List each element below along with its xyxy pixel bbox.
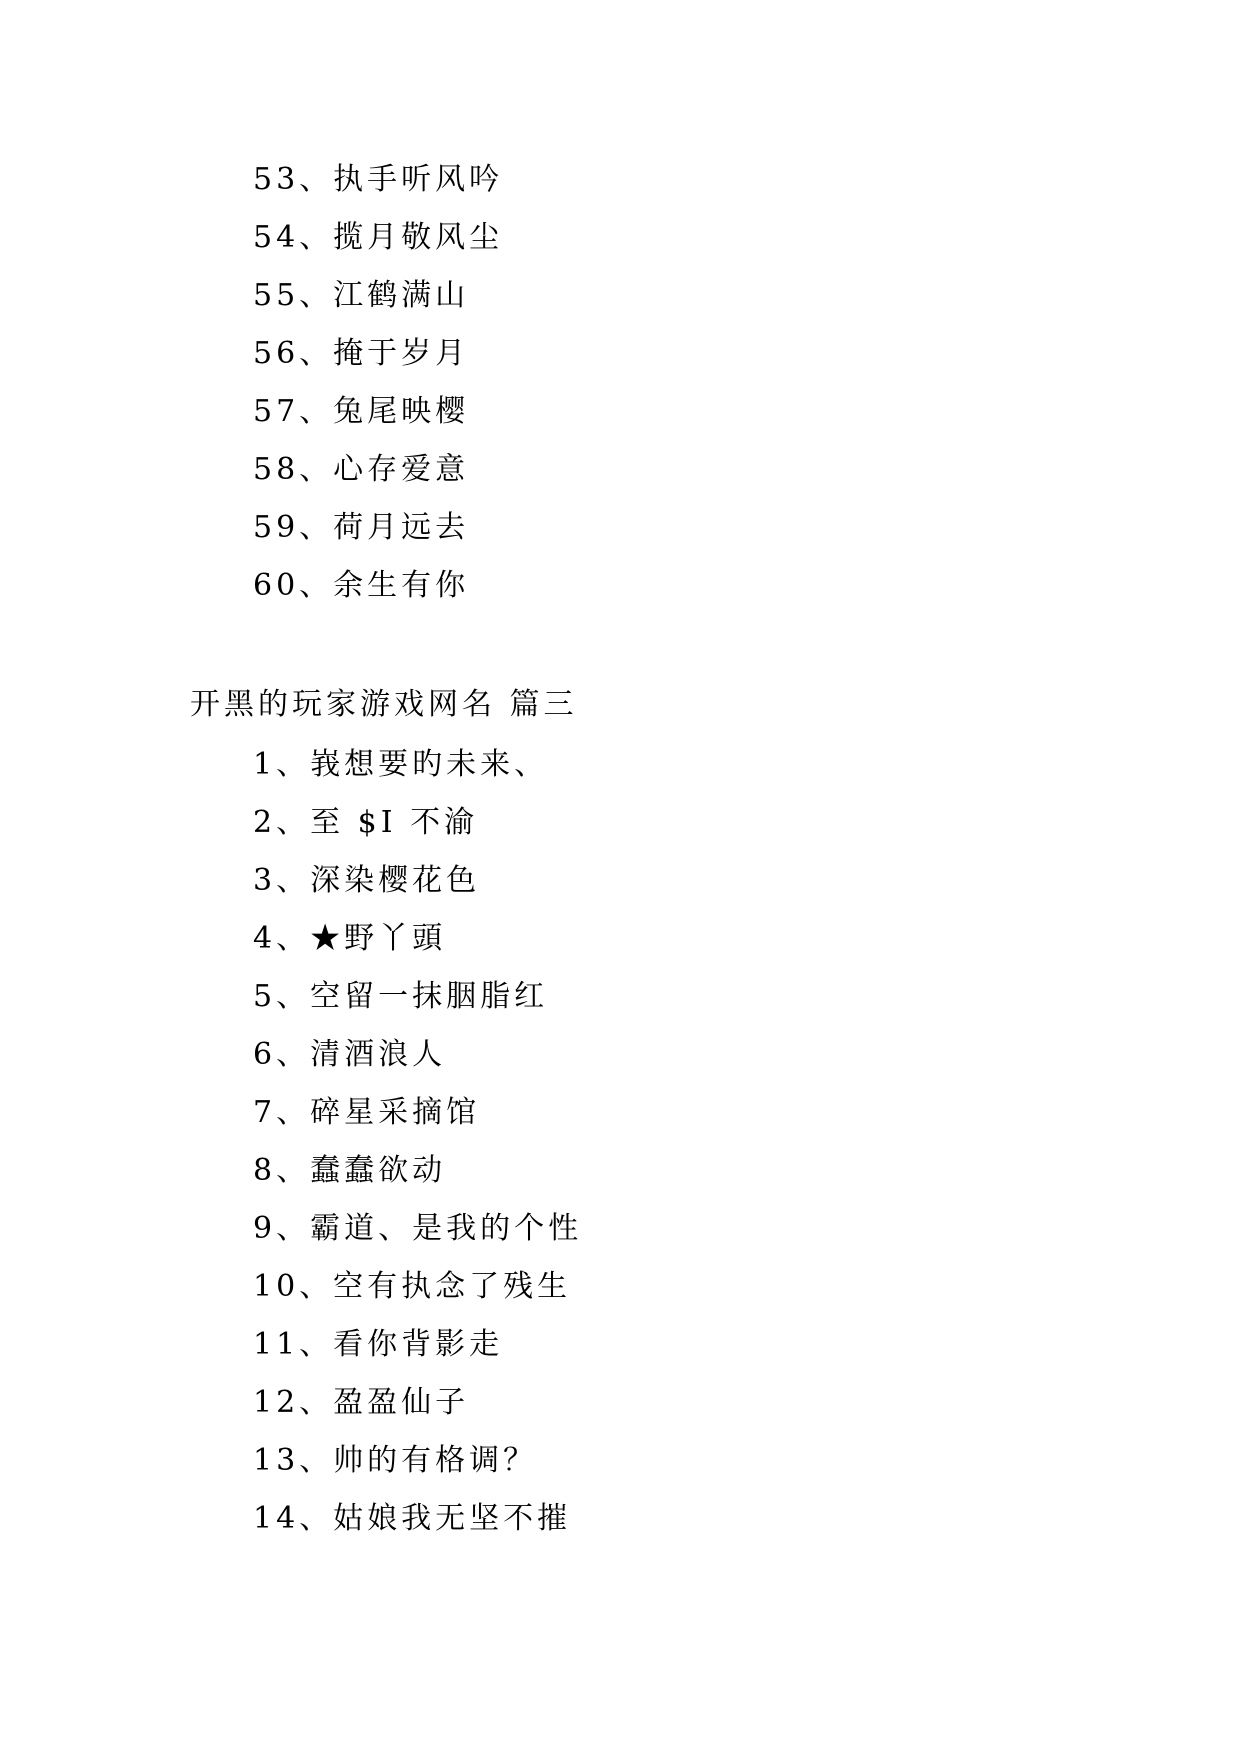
list-item: 1、峩想要旳未来、 xyxy=(253,747,549,782)
list-item: 11、看你背影走 xyxy=(253,1327,504,1362)
list-item: 8、蠢蠢欲动 xyxy=(253,1153,447,1188)
name-list-section-three xyxy=(253,745,582,1557)
list-item: 14、姑娘我无坚不摧 xyxy=(253,1501,572,1536)
list-item: 13、帅的有格调？ xyxy=(253,1443,538,1478)
list-item: 10、空有执念了残生 xyxy=(253,1269,572,1304)
list-item: 5、空留一抹胭脂红 xyxy=(253,979,549,1014)
list-item: 57、兔尾映樱 xyxy=(253,394,470,429)
section-heading: 开黑的玩家游戏网名 篇三 xyxy=(190,687,578,722)
list-item: 56、掩于岁月 xyxy=(253,336,470,371)
list-item: 7、碎星采摘馆 xyxy=(253,1095,481,1130)
list-item: 59、荷月远去 xyxy=(253,510,470,545)
list-item: 12、盈盈仙子 xyxy=(253,1385,470,1420)
list-item: 60、余生有你 xyxy=(253,568,470,603)
list-item: 55、江鹤满山 xyxy=(253,278,470,313)
list-item: 2、至 $I 不渝 xyxy=(253,805,479,840)
list-item: 54、揽月敬风尘 xyxy=(253,220,504,255)
name-list-continued xyxy=(253,160,503,624)
list-item: 9、霸道、是我的个性 xyxy=(253,1211,583,1246)
list-item: 3、深染樱花色 xyxy=(253,863,481,898)
list-item: 53、执手听风吟 xyxy=(253,162,504,197)
list-item: 4、★野丫頭 xyxy=(253,921,447,956)
list-item: 58、心存爱意 xyxy=(253,452,470,487)
list-item: 6、清酒浪人 xyxy=(253,1037,447,1072)
